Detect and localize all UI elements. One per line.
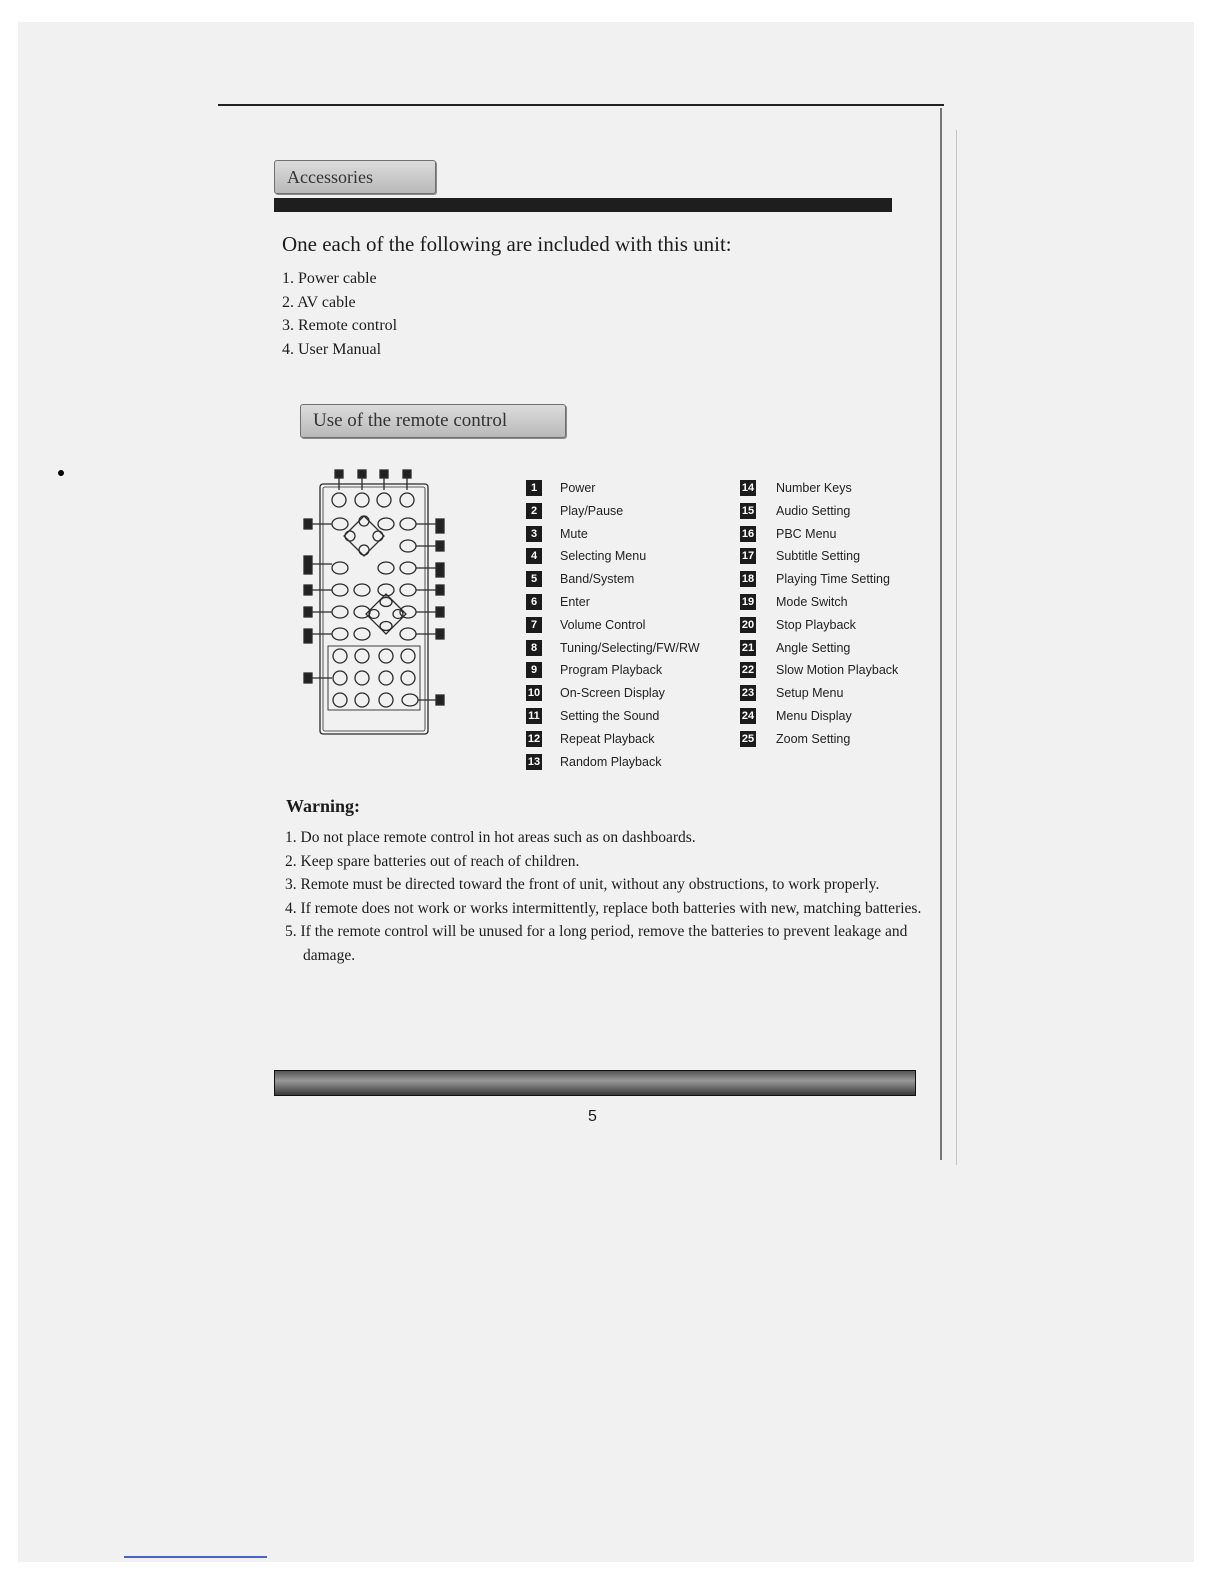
legend-label: Program Playback xyxy=(560,663,663,678)
legend-label: Subtitle Setting xyxy=(776,549,861,564)
legend-label: On-Screen Display xyxy=(560,686,665,701)
list-item: 3. Remote must be directed toward the front of unit, without any obstructions, to work properly. xyxy=(285,876,880,893)
remote-control-diagram xyxy=(300,464,450,742)
legend-label: Volume Control xyxy=(560,617,646,632)
footer-blue-rule xyxy=(124,1556,267,1558)
legend-label: Number Keys xyxy=(776,481,852,495)
legend-label: Stop Playback xyxy=(776,617,856,632)
legend-number-badge: 24 xyxy=(741,709,755,722)
accessories-section-tab: Accessories xyxy=(274,160,436,194)
legend-label: Random Playback xyxy=(560,754,662,769)
legend-label: PBC Menu xyxy=(776,526,837,541)
legend-label: Tuning/Selecting/FW/RW xyxy=(560,640,700,655)
top-rule xyxy=(218,104,944,106)
legend-number-badge: 5 xyxy=(526,571,542,587)
legend-label: Setup Menu xyxy=(776,686,844,701)
legend-number-badge: 13 xyxy=(527,755,541,768)
legend-number-badge: 15 xyxy=(741,504,755,517)
callout-marker xyxy=(335,470,343,478)
legend-label: Angle Setting xyxy=(776,640,851,655)
legend-label: Enter xyxy=(560,594,590,609)
warning-heading: Warning: xyxy=(286,796,361,816)
legend-number-badge: 17 xyxy=(741,550,755,563)
accessories-intro: One each of the following are included with this unit: xyxy=(282,232,732,256)
list-item: 2. Keep spare batteries out of reach of children. xyxy=(285,852,580,870)
legend-number-badge: 11 xyxy=(526,708,542,724)
legend-number-badge: 8 xyxy=(526,640,542,656)
list-item: 1. Power cable xyxy=(282,270,377,287)
legend-number-badge: 9 xyxy=(526,662,542,678)
legend-number-badge: 3 xyxy=(526,526,542,542)
page-number: 5 xyxy=(588,1108,597,1125)
legend-number-badge: 25 xyxy=(741,732,755,745)
legend-number-badge: 18 xyxy=(741,573,755,586)
legend-number-badge: 14 xyxy=(741,482,755,494)
right-margin-rule xyxy=(940,108,942,1160)
legend-number-badge: 7 xyxy=(526,617,542,633)
legend-number-badge: 6 xyxy=(526,594,542,610)
warning-list xyxy=(285,826,925,967)
callout-marker xyxy=(358,470,366,478)
legend-label: Mute xyxy=(560,526,588,541)
section-divider-bar xyxy=(274,198,892,212)
legend-number-badge: 1 xyxy=(526,480,542,496)
legend-number-badge: 20 xyxy=(741,618,755,631)
legend-number-badge: 12 xyxy=(527,732,541,745)
legend-label: Setting the Sound xyxy=(560,708,660,723)
callout-marker xyxy=(380,470,388,478)
legend-label: Zoom Setting xyxy=(776,731,851,746)
legend-label: Power xyxy=(560,481,596,495)
legend-label: Repeat Playback xyxy=(560,731,655,746)
legend-label: Selecting Menu xyxy=(560,549,647,564)
legend-label: Menu Display xyxy=(776,708,852,723)
callout-marker xyxy=(403,470,411,478)
list-item: 2. AV cable xyxy=(282,293,356,311)
list-item: 1. Do not place remote control in hot areas such as on dashboards. xyxy=(285,829,696,846)
legend-label: Mode Switch xyxy=(776,594,848,609)
legend-number-badge: 2 xyxy=(526,503,542,519)
right-margin-shadow-rule xyxy=(956,130,957,1165)
legend-label: Slow Motion Playback xyxy=(776,663,899,678)
legend-label: Band/System xyxy=(560,572,635,587)
list-item: 3. Remote control xyxy=(282,317,398,334)
legend-number-badge: 23 xyxy=(741,687,755,700)
legend-label: Audio Setting xyxy=(776,503,851,518)
accessories-list xyxy=(282,268,397,362)
list-item: 4. User Manual xyxy=(282,340,382,358)
legend-number-badge: 10 xyxy=(527,687,541,700)
list-item: 4. If remote does not work or works intermittently, replace both batteries with new, matching batteries. xyxy=(285,899,922,917)
legend-number-badge: 4 xyxy=(526,548,542,564)
legend-label: Play/Pause xyxy=(560,503,624,518)
legend-number-badge: 19 xyxy=(741,595,755,608)
remote-section-tab: Use of the remote control xyxy=(300,404,566,438)
legend-number-badge: 21 xyxy=(741,641,755,654)
legend-number-badge: 22 xyxy=(741,664,755,677)
legend-label: Playing Time Setting xyxy=(776,572,890,587)
footer-bar xyxy=(274,1070,916,1096)
list-item: 5. If the remote control will be unused for a long period, remove the batteries to prevent leakage and damage. xyxy=(285,923,908,964)
legend-number-badge: 16 xyxy=(741,527,755,540)
